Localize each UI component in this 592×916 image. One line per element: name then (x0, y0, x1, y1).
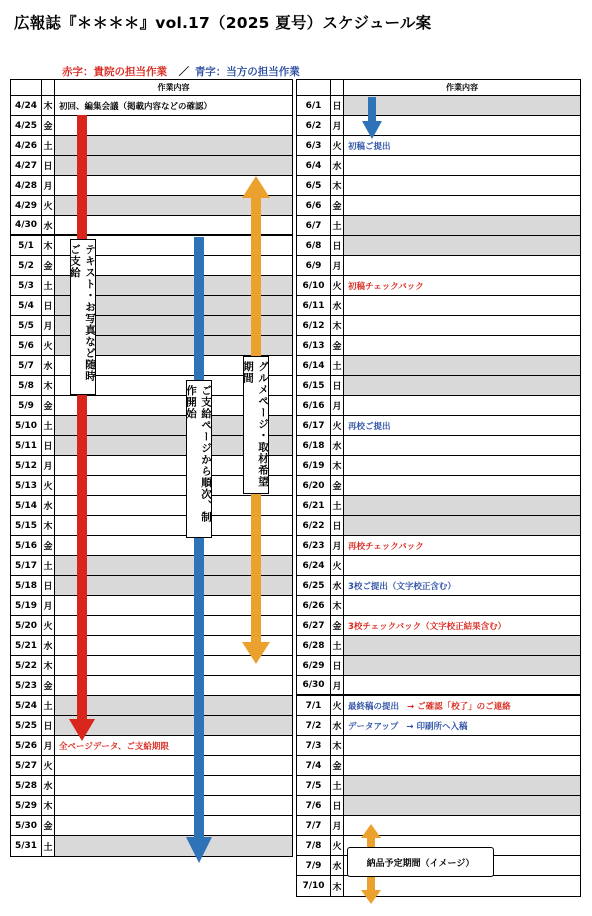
table-row (297, 276, 580, 296)
date-cell: 6/19 (297, 456, 331, 475)
header-date-cell (11, 80, 42, 95)
weekday-cell: 日 (331, 796, 344, 815)
table-row (297, 536, 580, 556)
date-cell: 6/4 (297, 156, 331, 175)
weekday-cell: 水 (42, 776, 55, 795)
work-cell (344, 616, 580, 635)
date-cell: 6/20 (297, 476, 331, 495)
weekday-cell: 土 (331, 776, 344, 795)
date-cell: 6/16 (297, 396, 331, 415)
weekday-cell: 月 (331, 116, 344, 135)
date-cell: 7/3 (297, 736, 331, 755)
date-cell: 6/24 (297, 556, 331, 575)
weekday-cell: 月 (42, 456, 55, 475)
work-text: 再校チェックバック (348, 541, 424, 552)
date-cell: 7/10 (297, 876, 331, 896)
blue-small-arrow-shaft (368, 97, 376, 125)
date-cell: 5/7 (11, 356, 42, 375)
work-cell (344, 716, 580, 735)
date-cell: 5/11 (11, 436, 42, 455)
table-row (11, 136, 292, 156)
legend (62, 64, 300, 79)
date-cell: 7/5 (297, 776, 331, 795)
date-cell: 6/15 (297, 376, 331, 395)
blue-arrow-shaft (194, 237, 204, 841)
table-row (297, 696, 580, 716)
date-cell: 5/3 (11, 276, 42, 295)
blue-arrow-head (186, 837, 212, 863)
weekday-cell: 土 (42, 696, 55, 715)
work-text-secondary: → 印刷所へ入稿 (406, 721, 468, 732)
table-row (297, 816, 580, 836)
date-cell: 5/23 (11, 676, 42, 695)
table-header (297, 80, 580, 96)
weekday-cell: 水 (42, 216, 55, 234)
weekday-cell: 火 (331, 836, 344, 855)
weekday-cell: 日 (42, 156, 55, 175)
weekday-cell: 水 (42, 356, 55, 375)
work-text: 3校ご提出（文字校正含む） (348, 581, 456, 592)
table-row (11, 696, 292, 716)
weekday-cell: 木 (42, 376, 55, 395)
table-row (297, 296, 580, 316)
date-cell: 6/12 (297, 316, 331, 335)
table-header (11, 80, 292, 96)
weekday-cell: 日 (331, 516, 344, 535)
date-cell: 6/3 (297, 136, 331, 155)
date-cell: 6/14 (297, 356, 331, 375)
table-row (297, 216, 580, 236)
work-cell (344, 336, 580, 355)
table-row (11, 676, 292, 696)
weekday-cell: 木 (42, 796, 55, 815)
weekday-cell: 日 (42, 296, 55, 315)
red-arrow-shaft (77, 115, 87, 723)
weekday-cell: 土 (42, 416, 55, 435)
weekday-cell: 木 (331, 176, 344, 195)
table-row (297, 236, 580, 256)
blue-arrow (184, 237, 214, 863)
blue-small-arrow (362, 97, 382, 139)
header-work-label: 作業内容 (446, 83, 478, 92)
work-cell (344, 256, 580, 275)
date-cell: 6/6 (297, 196, 331, 215)
weekday-cell: 水 (331, 296, 344, 315)
table-row (11, 116, 292, 136)
work-cell (344, 556, 580, 575)
weekday-cell: 月 (331, 816, 344, 835)
date-cell: 5/27 (11, 756, 42, 775)
weekday-cell: 水 (331, 576, 344, 595)
work-cell (344, 776, 580, 795)
weekday-cell: 日 (331, 376, 344, 395)
blue-small-arrow-head (362, 121, 382, 139)
weekday-cell: 金 (331, 616, 344, 635)
work-cell (344, 636, 580, 655)
weekday-cell: 月 (331, 256, 344, 275)
weekday-cell: 日 (42, 716, 55, 735)
weekday-cell: 木 (42, 236, 55, 255)
date-cell: 5/14 (11, 496, 42, 515)
date-cell: 4/26 (11, 136, 42, 155)
table-row (297, 616, 580, 636)
weekday-cell: 土 (331, 636, 344, 655)
weekday-cell: 土 (42, 556, 55, 575)
weekday-cell: 火 (331, 276, 344, 295)
work-text-secondary: → ご確認「校了」のご連絡 (407, 701, 511, 712)
date-cell: 5/16 (11, 536, 42, 555)
date-cell: 7/9 (297, 856, 331, 875)
table-row (11, 756, 292, 776)
date-cell: 5/24 (11, 696, 42, 715)
work-cell (344, 436, 580, 455)
table-row (297, 336, 580, 356)
date-cell: 6/22 (297, 516, 331, 535)
date-cell: 4/27 (11, 156, 42, 175)
date-cell: 7/4 (297, 756, 331, 775)
date-cell: 5/6 (11, 336, 42, 355)
work-cell (344, 796, 580, 815)
legend-blue: 青字：当方の担当作業 (194, 66, 300, 78)
weekday-cell: 水 (331, 436, 344, 455)
weekday-cell: 金 (42, 816, 55, 835)
date-cell: 6/1 (297, 96, 331, 115)
date-cell: 6/28 (297, 636, 331, 655)
work-cell (344, 176, 580, 195)
work-text: 全ページデータ、ご支給期限 (59, 741, 169, 752)
table-row (297, 316, 580, 336)
table-row (297, 196, 580, 216)
date-cell: 5/4 (11, 296, 42, 315)
table-row (11, 156, 292, 176)
date-cell: 4/29 (11, 196, 42, 215)
weekday-cell: 木 (331, 596, 344, 615)
work-cell (344, 756, 580, 775)
table-row (297, 736, 580, 756)
date-cell: 7/2 (297, 716, 331, 735)
table-row (297, 116, 580, 136)
work-text: 最終稿の提出 (348, 701, 400, 712)
work-cell (55, 756, 292, 775)
date-cell: 5/5 (11, 316, 42, 335)
work-cell (344, 496, 580, 515)
weekday-cell: 土 (331, 496, 344, 515)
weekday-cell: 金 (331, 196, 344, 215)
work-cell (344, 156, 580, 175)
weekday-cell: 火 (331, 136, 344, 155)
date-cell: 6/11 (297, 296, 331, 315)
table-row (297, 776, 580, 796)
weekday-cell: 金 (42, 536, 55, 555)
table-row (11, 796, 292, 816)
date-cell: 6/5 (297, 176, 331, 195)
delivery-arrow-head-up (361, 824, 381, 838)
legend-separator: ／ (178, 66, 190, 78)
work-cell (344, 516, 580, 535)
weekday-cell: 日 (42, 436, 55, 455)
weekday-cell: 日 (331, 236, 344, 255)
work-cell (344, 676, 580, 694)
table-row (297, 136, 580, 156)
work-cell (344, 476, 580, 495)
weekday-cell: 水 (42, 496, 55, 515)
work-text: 初回、編集会議（掲載内容などの確認） (59, 101, 213, 112)
work-cell (344, 416, 580, 435)
table-row (297, 656, 580, 676)
table-row (297, 516, 580, 536)
weekday-cell: 火 (331, 696, 344, 715)
table-row (297, 416, 580, 436)
weekday-cell: 火 (331, 416, 344, 435)
work-cell (55, 96, 292, 115)
work-text: 再校ご提出 (348, 421, 391, 432)
weekday-cell: 木 (331, 736, 344, 755)
date-cell: 6/26 (297, 596, 331, 615)
date-cell: 6/13 (297, 336, 331, 355)
date-cell: 5/19 (11, 596, 42, 615)
table-row (11, 96, 292, 116)
delivery-arrow-head-down (361, 890, 381, 904)
weekday-cell: 火 (42, 756, 55, 775)
work-cell (344, 316, 580, 335)
weekday-cell: 金 (42, 396, 55, 415)
weekday-cell: 金 (331, 336, 344, 355)
header-work-label: 作業内容 (157, 83, 190, 92)
work-cell (344, 356, 580, 375)
date-cell: 4/25 (11, 116, 42, 135)
date-cell: 5/28 (11, 776, 42, 795)
date-cell: 5/22 (11, 656, 42, 675)
weekday-cell: 水 (331, 856, 344, 875)
weekday-cell: 土 (42, 276, 55, 295)
work-cell (55, 816, 292, 835)
weekday-cell: 金 (331, 756, 344, 775)
weekday-cell: 木 (42, 96, 55, 115)
table-row (297, 756, 580, 776)
date-cell: 5/21 (11, 636, 42, 655)
work-text: 初稿チェックバック (348, 281, 424, 292)
date-cell: 7/7 (297, 816, 331, 835)
work-cell (55, 836, 292, 856)
work-text: 初稿ご提出 (348, 141, 391, 152)
weekday-cell: 金 (42, 116, 55, 135)
date-cell: 6/30 (297, 676, 331, 694)
weekday-cell: 月 (331, 536, 344, 555)
work-cell (344, 536, 580, 555)
date-cell: 6/21 (297, 496, 331, 515)
page-title: 広報誌『＊＊＊＊』vol.17（2025 夏号）スケジュール案 (14, 14, 432, 32)
date-cell: 6/29 (297, 656, 331, 675)
date-cell: 6/18 (297, 436, 331, 455)
weekday-cell: 木 (42, 516, 55, 535)
header-dow-cell (331, 80, 344, 95)
table-row (297, 476, 580, 496)
orange-arrow-label: グルメページ・取材希望期間 (243, 356, 269, 494)
table-row (297, 556, 580, 576)
work-cell (344, 656, 580, 675)
date-cell: 5/10 (11, 416, 42, 435)
date-cell: 4/30 (11, 216, 42, 234)
date-cell: 5/13 (11, 476, 42, 495)
weekday-cell: 木 (331, 456, 344, 475)
table-row (297, 576, 580, 596)
work-cell (344, 596, 580, 615)
work-cell (55, 776, 292, 795)
table-row (297, 376, 580, 396)
weekday-cell: 月 (331, 676, 344, 694)
weekday-cell: 火 (42, 476, 55, 495)
weekday-cell: 火 (42, 616, 55, 635)
work-cell (344, 396, 580, 415)
table-row (11, 736, 292, 756)
table-row (11, 716, 292, 736)
work-cell (344, 456, 580, 475)
table-row (297, 876, 580, 896)
table-row (297, 496, 580, 516)
date-cell: 6/27 (297, 616, 331, 635)
work-cell (344, 736, 580, 755)
legend-red: 赤字：貴院の担当作業 (62, 66, 167, 78)
table-row (297, 396, 580, 416)
table-row (297, 636, 580, 656)
delivery-note: 納品予定期間（イメージ） (347, 847, 494, 877)
table-row (297, 176, 580, 196)
table-row (297, 96, 580, 116)
orange-arrow-head-up (242, 176, 270, 198)
date-cell: 6/25 (297, 576, 331, 595)
schedule-table-right (296, 79, 581, 897)
weekday-cell: 月 (42, 736, 55, 755)
red-arrow (67, 115, 97, 741)
work-text: データアップ (348, 721, 399, 732)
table-row (11, 776, 292, 796)
date-cell: 5/9 (11, 396, 42, 415)
weekday-cell: 火 (42, 196, 55, 215)
weekday-cell: 土 (42, 136, 55, 155)
date-cell: 6/17 (297, 416, 331, 435)
table-row (11, 816, 292, 836)
red-arrow-label: テキスト・お写真など随時ご支給 (70, 239, 96, 395)
blue-arrow-label: ご支給ページから順次、制作開始 (186, 380, 212, 538)
date-cell: 5/25 (11, 716, 42, 735)
date-cell: 6/10 (297, 276, 331, 295)
weekday-cell: 日 (331, 656, 344, 675)
date-cell: 5/12 (11, 456, 42, 475)
weekday-cell: 月 (42, 316, 55, 335)
weekday-cell: 水 (42, 636, 55, 655)
header-date-cell (297, 80, 331, 95)
work-cell (344, 216, 580, 235)
work-text: 3校チェックバック（文字校正結果含む） (348, 621, 507, 632)
weekday-cell: 月 (42, 176, 55, 195)
table-row (297, 796, 580, 816)
orange-arrow-head-down (242, 642, 270, 664)
table-row (297, 356, 580, 376)
date-cell: 7/6 (297, 796, 331, 815)
date-cell: 5/30 (11, 816, 42, 835)
table-row (297, 676, 580, 696)
date-cell: 6/23 (297, 536, 331, 555)
weekday-cell: 火 (42, 336, 55, 355)
weekday-cell: 月 (331, 396, 344, 415)
date-cell: 4/28 (11, 176, 42, 195)
weekday-cell: 火 (331, 556, 344, 575)
weekday-cell: 金 (42, 256, 55, 275)
table-row (297, 716, 580, 736)
weekday-cell: 木 (331, 876, 344, 896)
table-row (297, 436, 580, 456)
work-cell (344, 236, 580, 255)
red-arrow-head (69, 719, 95, 741)
work-cell (344, 696, 580, 715)
table-row (11, 836, 292, 856)
date-cell: 5/1 (11, 236, 42, 255)
weekday-cell: 土 (331, 216, 344, 235)
date-cell: 6/8 (297, 236, 331, 255)
work-cell (344, 296, 580, 315)
date-cell: 5/18 (11, 576, 42, 595)
weekday-cell: 木 (331, 316, 344, 335)
work-cell (55, 796, 292, 815)
weekday-cell: 土 (42, 836, 55, 856)
weekday-cell: 水 (331, 156, 344, 175)
weekday-cell: 金 (331, 476, 344, 495)
date-cell: 6/7 (297, 216, 331, 235)
date-cell: 5/8 (11, 376, 42, 395)
header-dow-cell (42, 80, 55, 95)
table-row (297, 456, 580, 476)
date-cell: 7/8 (297, 836, 331, 855)
date-cell: 7/1 (297, 696, 331, 715)
weekday-cell: 水 (331, 716, 344, 735)
date-cell: 6/9 (297, 256, 331, 275)
date-cell: 5/15 (11, 516, 42, 535)
date-cell: 5/29 (11, 796, 42, 815)
weekday-cell: 土 (331, 356, 344, 375)
date-cell: 4/24 (11, 96, 42, 115)
date-cell: 5/17 (11, 556, 42, 575)
weekday-cell: 月 (42, 596, 55, 615)
table-row (297, 156, 580, 176)
date-cell: 5/26 (11, 736, 42, 755)
work-cell (344, 376, 580, 395)
date-cell: 5/31 (11, 836, 42, 856)
table-row (297, 256, 580, 276)
date-cell: 5/20 (11, 616, 42, 635)
table-row (297, 596, 580, 616)
weekday-cell: 日 (331, 96, 344, 115)
date-cell: 5/2 (11, 256, 42, 275)
work-cell (344, 576, 580, 595)
date-cell: 6/2 (297, 116, 331, 135)
work-cell (344, 196, 580, 215)
weekday-cell: 木 (42, 656, 55, 675)
weekday-cell: 日 (42, 576, 55, 595)
work-cell (344, 276, 580, 295)
weekday-cell: 金 (42, 676, 55, 695)
